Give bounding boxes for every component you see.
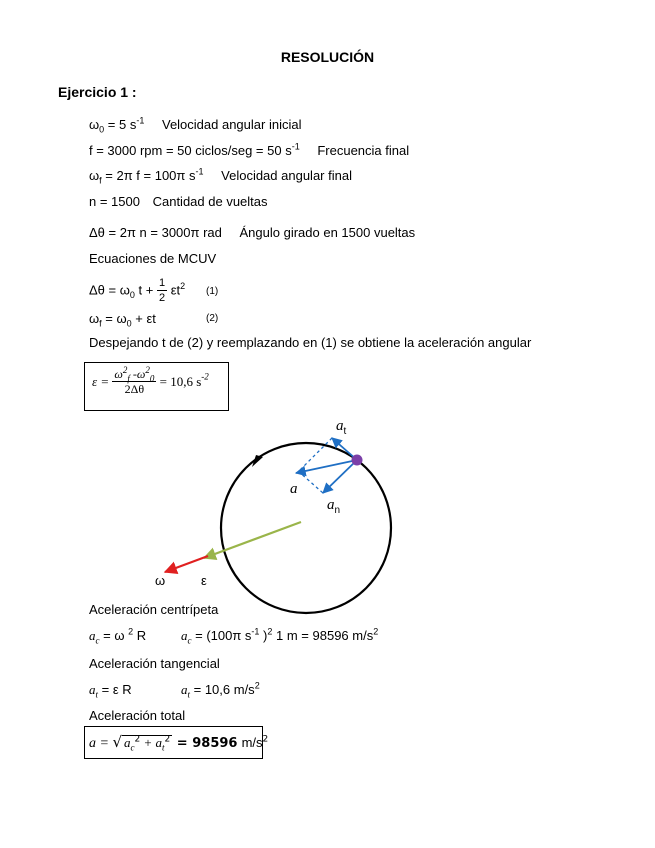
omega-vector: [165, 556, 208, 572]
line-initial-angular-velocity: $\omega_0 = 5$ $s^{-1}$ Velocidad angular inicial: [89, 115, 302, 135]
line-number-of-turns: n = 1500 Cantidad de vueltas: [89, 194, 268, 209]
total-heading: Aceleración total: [89, 708, 186, 723]
parallelogram-dashed-line-2: [298, 471, 323, 493]
equation-ref-1: (1): [206, 286, 219, 297]
label-tangential-acceleration: $a_t$: [336, 418, 347, 437]
tangential-calculation: $a_t = 10,6$ $m/s^2$: [181, 680, 260, 700]
centripetal-calculation: $a_c = (100\pi$ $s^{-1}$ )$^2$ 1 m = 98596 $m/s^2$: [181, 626, 379, 646]
label-omega: ω: [155, 573, 166, 588]
equation-ref-2: (2): [206, 313, 219, 324]
line-final-frequency: f = 3000 rpm = 50 ciclos/seg = 50 $s^{-1}$ Frecuencia final: [89, 141, 410, 158]
mcuv-equation-2: $\omega_f = \omega_0 + \varepsilon t$: [89, 311, 156, 329]
label-total-acceleration: a: [290, 481, 298, 497]
total-acceleration-formula: a = √ $a_c^2 + a_t^2 = 98596$ $m/s^2$: [89, 733, 269, 753]
mcuv-equation-1: $\Delta\theta = \omega_0$ t + $\frac{1}{2}$ $\varepsilon t^2$: [89, 277, 186, 304]
centripetal-heading: Aceleración centrípeta: [89, 602, 219, 617]
epsilon-vector: [204, 522, 301, 558]
label-epsilon: ε: [201, 573, 207, 588]
centripetal-formula: $a_c = \omega$ $^2$ R: [89, 626, 147, 646]
trajectory-circle: [221, 443, 391, 613]
derivation-note: Despejando t de (2) y reemplazando en (1) se obtiene la aceleración angular: [89, 335, 532, 350]
total-acceleration-vector: [296, 460, 357, 473]
tangential-heading: Aceleración tangencial: [89, 656, 220, 671]
tangential-formula: $a_t = \varepsilon$ R: [89, 682, 132, 700]
exercise-heading: Ejercicio 1 :: [58, 84, 137, 100]
mcuv-heading: Ecuaciones de MCUV: [89, 251, 217, 266]
normal-acceleration-vector: [323, 460, 357, 493]
line-angle-turned: Δθ = 2π n = 3000π rad Ángulo girado en 1500 vueltas: [89, 225, 416, 240]
line-final-angular-velocity: $\omega_f = 2\pi$ f = 100π $s^{-1}$ Velocidad angular final: [89, 166, 352, 186]
angular-acceleration-formula: ε = $\frac{\omega^2_f -\omega^2_0}{2\Delta\theta}$ = 10,6 $s^{-2}$: [92, 365, 209, 396]
page-title: RESOLUCIÓN: [280, 49, 375, 65]
particle-point: [352, 455, 363, 466]
label-normal-acceleration: $a_n$: [327, 497, 341, 516]
